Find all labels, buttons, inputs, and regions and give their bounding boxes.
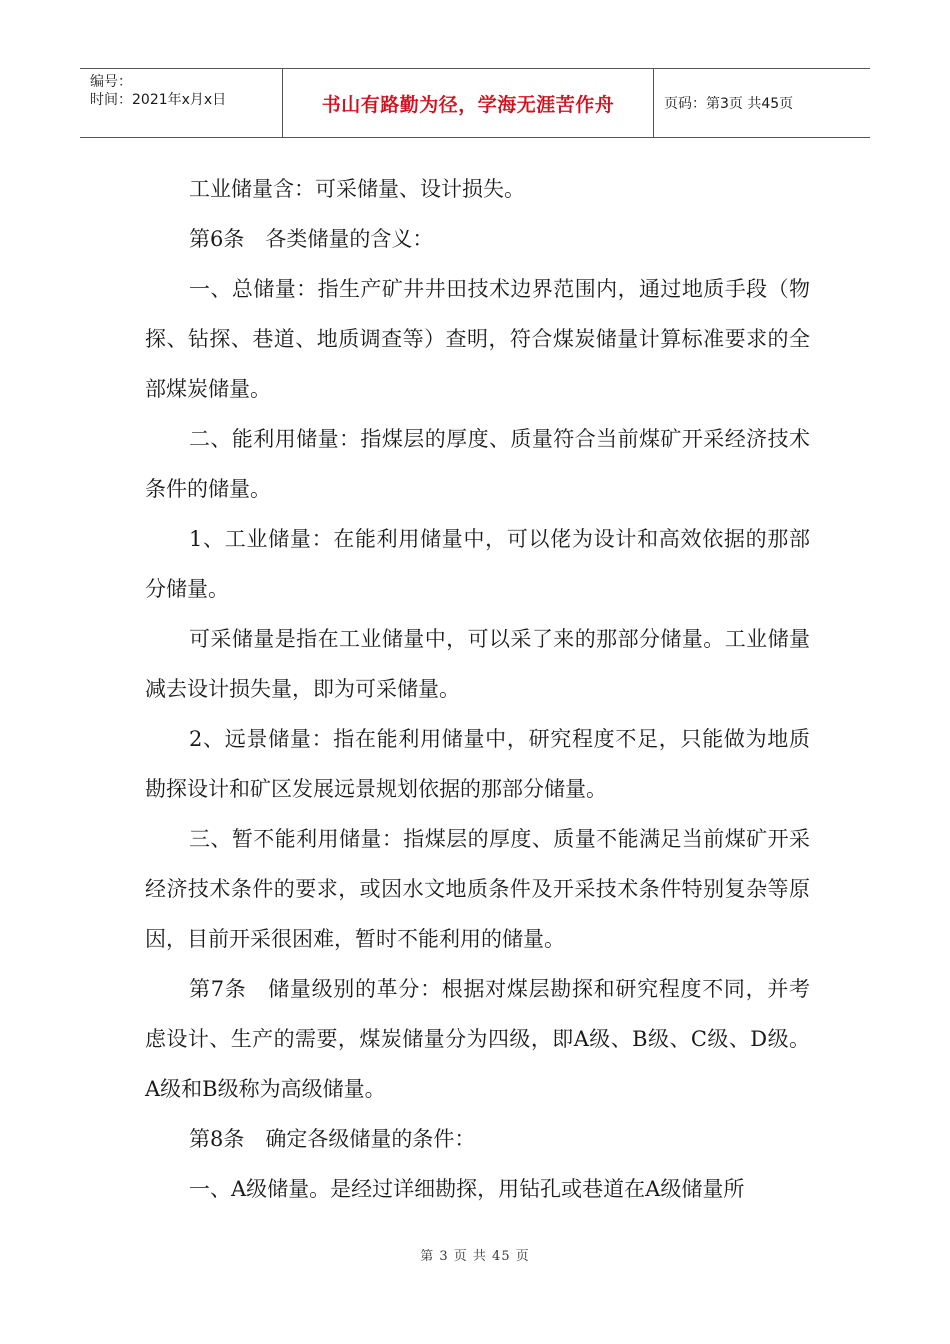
paragraph: 三、暂不能利用储量：指煤层的厚度、质量不能满足当前煤矿开采经济技术条件的要求，或因水文地质条件及开采技术条件特别复杂等原因，目前开采很困难，暂时不能利用的储量。 (145, 827, 810, 951)
paragraph: 1、工业储量：在能利用储量中，可以佬为设计和高效依据的那部分储量。 (145, 527, 810, 601)
paragraph: 一、总储量：指生产矿井井田技术边界范围内，通过地质手段（物探、钻探、巷道、地质调查等）查明，符合煤炭储量计算标准要求的全部煤炭储量。 (145, 277, 810, 401)
page-footer: 第 3 页 共 45 页 (420, 1249, 530, 1264)
paragraph: 一、A级储量。是经过详细勘探，用钻孔或巷道在A级储量所 (189, 1177, 745, 1201)
document-body (145, 164, 810, 1214)
article-heading: 第6条 各类储量的含义： (189, 227, 434, 251)
header-motto-cell (282, 69, 654, 137)
page-header (80, 68, 870, 138)
paragraph: 可采储量是指在工业储量中，可以采了来的那部分储量。工业储量减去设计损失量，即为可采储量。 (145, 627, 810, 701)
header-page-info (664, 69, 870, 137)
header-motto: 书山有路勤为径，学海无涯苦作舟 (321, 93, 615, 116)
paragraph: 第7条 储量级别的革分：根据对煤层勘探和研究程度不同，并考虑设计、生产的需要，煤炭储量分为四级，即A级、B级、C级、D级。A级和B级称为高级储量。 (145, 977, 810, 1101)
paragraph: 工业储量含：可采储量、设计损失。 (189, 177, 525, 201)
article-heading: 第8条 确定各级储量的条件： (189, 1127, 476, 1151)
header-meta (80, 69, 280, 137)
document-number-label: 编号： (90, 74, 132, 90)
page-info-text: 页码：第3页 共45页 (664, 96, 794, 112)
paragraph: 二、能利用储量：指煤层的厚度、质量符合当前煤矿开采经济技术条件的储量。 (145, 427, 810, 501)
paragraph: 2、远景储量：指在能利用储量中，研究程度不足，只能做为地质勘探设计和矿区发展远景规划依据的那部分储量。 (145, 727, 810, 801)
document-date: 时间：2021年x月x日 (90, 92, 227, 108)
